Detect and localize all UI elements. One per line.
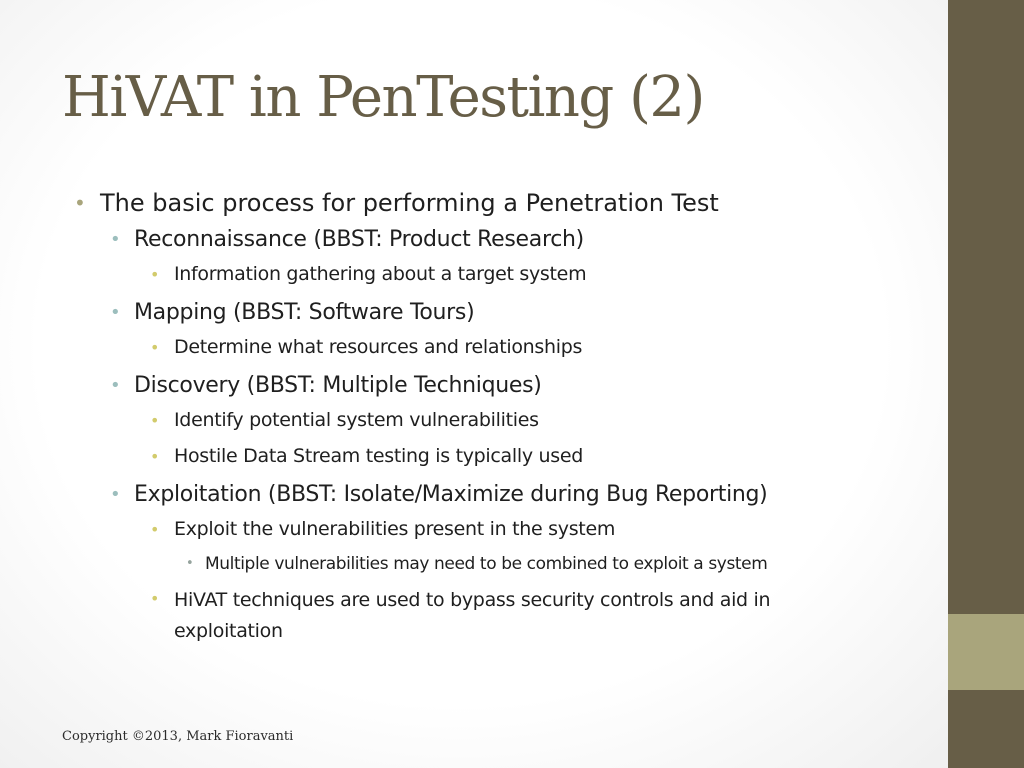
bullet-item [0,479,940,511]
bullet-item [0,585,864,647]
bullet-text: Reconnaissance (BBST: Product Research) [134,227,584,252]
bullet-text: Determine what resources and relationships [174,336,583,358]
bullet-icon: • [110,229,121,250]
bullet-icon: • [110,484,121,505]
bullet-text: Information gathering about a target system [174,263,587,285]
bullet-item [0,407,864,434]
bullet-icon: • [186,556,194,571]
bullet-item [0,370,940,402]
bullet-text: Discovery (BBST: Multiple Techniques) [134,373,542,398]
bullet-item [0,261,864,288]
bullet-item [0,224,940,256]
bullet-icon: • [74,191,86,215]
bullet-text: Hostile Data Stream testing is typically used [174,445,584,467]
bullet-icon: • [150,589,160,608]
bullet-item [0,297,940,329]
bullet-text: The basic process for performing a Penetration Test [100,189,719,217]
slide-title: HiVAT in PenTesting (2) [62,65,704,130]
bullet-text: Identify potential system vulnerabilities [174,409,539,431]
bullet-item [0,186,940,220]
bullet-icon: • [110,375,121,396]
bullet-text: Mapping (BBST: Software Tours) [134,300,475,325]
decorative-side-accent [948,614,1024,690]
bullet-icon: • [150,411,160,430]
copyright-footer: Copyright ©2013, Mark Fioravanti [62,729,294,744]
bullet-text: Multiple vulnerabilities may need to be combined to exploit a system [205,554,768,574]
bullet-text: Exploit the vulnerabilities present in the system [174,518,616,540]
bullet-item [0,443,864,470]
bullet-text: HiVAT techniques are used to bypass security controls and aid in exploitation [174,589,771,642]
bullet-icon: • [110,302,121,323]
bullet-icon: • [150,520,160,539]
bullet-text: Exploitation (BBST: Isolate/Maximize during Bug Reporting) [134,482,768,507]
bullet-icon: • [150,338,160,357]
bullet-item [0,334,864,361]
bullet-item [0,516,864,543]
bullet-icon: • [150,265,160,284]
bullet-icon: • [150,447,160,466]
bullet-list [0,186,940,656]
bullet-item [0,552,940,576]
